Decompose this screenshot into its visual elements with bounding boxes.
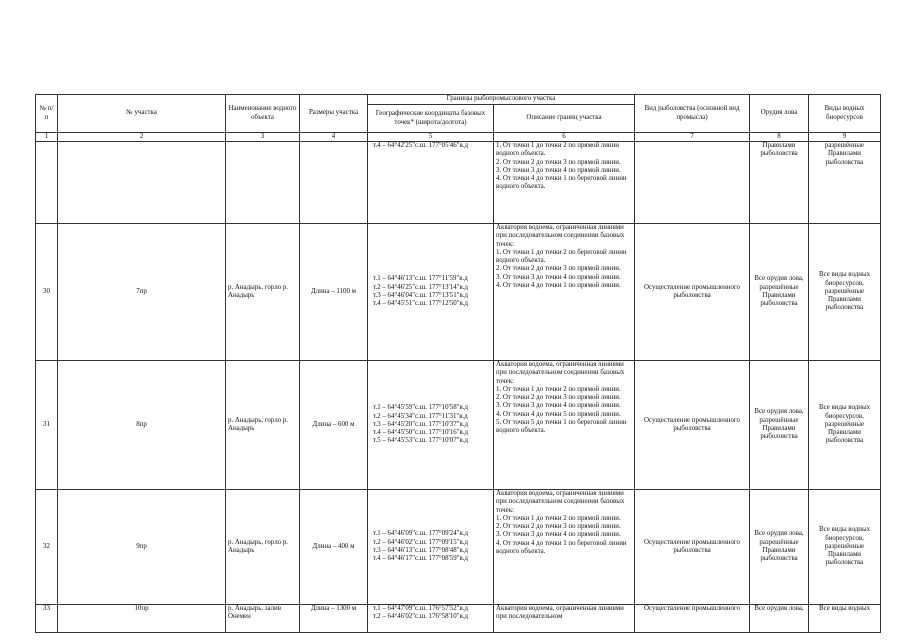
species: разрешённые Правилами рыболовства (809, 142, 881, 224)
fishing-kind: Осуществление промышленного рыболовства (635, 490, 750, 605)
border-description (494, 142, 635, 224)
coordinates-line: т.4 – 64°46'17"с.ш. 177°08'59"в.д (373, 555, 468, 563)
fishing-gear: Все орудия лова, разрешённые Правилами рыболовства (750, 361, 809, 490)
border-description-line: 2. От точки 2 до точки 3 по прямой линии. (496, 394, 621, 402)
header-boundaries: Границы рыбопромыслового участка (368, 95, 635, 105)
column-number: 6 (494, 133, 635, 142)
header-water-object: Наименование водного объекта (226, 95, 300, 133)
coordinates-line: т.4 – 64°45'50"с.ш. 177°10'16"в.д (373, 429, 468, 437)
border-description-line: 1. От точки 1 до точки 2 по прямой линии водного объекта. (496, 142, 619, 158)
species: Все виды водных (809, 605, 881, 633)
header-fishing-kind: Вид рыболовства (основной вид промысла) (635, 95, 750, 133)
border-description (494, 224, 635, 361)
plot-number: 10пр (58, 605, 226, 633)
header-plot-size: Размеры участка (300, 95, 368, 133)
coordinates-line: т.2 – 64°46'02"с.ш. 176°58'10"в.д (373, 613, 468, 621)
border-description-line: 4. От точки 4 до точки 1 по береговой линии водного объекта. (496, 175, 627, 191)
plot-number: 9пр (58, 490, 226, 605)
coordinates (368, 361, 494, 490)
plot-size (300, 142, 368, 224)
border-description-line: 1. От точки 1 до точки 2 по береговой линии водного объекта. (496, 248, 627, 265)
plot-size: Длина – 400 м (300, 490, 368, 605)
fishing-kind (635, 142, 750, 224)
header-coordinates: Географические координаты базовых точек* (широта/долгота) (368, 105, 494, 133)
border-description-line: 1. От точки 1 до точки 2 по прямой линии. (496, 514, 621, 522)
header-num: № п/п (36, 95, 58, 133)
border-description-line: 5. От точки 5 до точки 1 по береговой линии водного объекта. (496, 419, 627, 435)
coordinates (368, 605, 494, 633)
header-border-description: Описание границ участка (494, 105, 635, 133)
coordinates-line: т.2 – 64°46'02"с.ш. 177°09'15"в.д (373, 538, 468, 546)
table-row (36, 361, 881, 490)
table-row (36, 224, 881, 361)
row-number: 30 (36, 224, 58, 361)
table-row (36, 605, 881, 633)
fishing-kind: Осуществление промышленного (635, 605, 750, 633)
column-number: 9 (809, 133, 881, 142)
coordinates (368, 142, 494, 224)
water-object: р. Анадырь, горло р. Анадырь (226, 224, 300, 361)
fishing-kind: Осуществление промышленного рыболовства (635, 224, 750, 361)
column-number: 1 (36, 133, 58, 142)
fishing-plots-table (35, 94, 881, 633)
water-object: р. Анадырь, залив Онемен (226, 605, 300, 633)
row-number: 31 (36, 361, 58, 490)
coordinates-line: т.2 – 64°45'34"с.ш. 177°11'31"в.д (373, 412, 468, 420)
border-description-line: 2. От точки 2 до точки 3 по прямой линии. (496, 265, 621, 273)
border-description-line: 3. От точки 3 до точки 4 по прямой линии. (496, 166, 621, 174)
border-description (494, 605, 635, 633)
species: Все виды водных биоресурсов, разрешённые Правилами рыболовства (809, 224, 881, 361)
coordinates-line: т.5 – 64°45'53"с.ш. 177°10'07"в.д (373, 437, 468, 445)
coordinates-line: т.1 – 64°45'59"с.ш. 177°10'58"в.д (373, 404, 468, 412)
coordinates-line: т.2 – 64°46'25"с.ш. 177°13'14"в.д (373, 283, 468, 291)
coordinates-line: т.3 – 64°46'13"с.ш. 177°08'48"в.д (373, 547, 468, 554)
coordinates-line: т.3 – 64°45'20"с.ш. 177°10'37"в.д (373, 420, 468, 428)
coordinates-line: т.1 – 64°47'09"с.ш. 176°57'52"в.д (373, 605, 468, 612)
coordinates-line: т.4 – 64°42'25"с.ш. 177°05'46"в.д (373, 142, 468, 149)
coordinates-line: т.4 – 64°45'51"с.ш. 177°12'50"в.д (373, 300, 468, 308)
table-row (36, 142, 881, 224)
border-description-line: 3. От точки 3 до точки 4 по прямой линии. (496, 402, 621, 410)
border-description (494, 490, 635, 605)
border-description-line: 2. От точки 2 до точки 3 по прямой линии. (496, 523, 621, 531)
fishing-gear: Правилами рыболовства (750, 142, 809, 224)
plot-number (58, 142, 226, 224)
fishing-gear: Все орудия лова, разрешённые Правилами рыболовства (750, 490, 809, 605)
border-description (494, 361, 635, 490)
border-description-line: 3. От точки 3 до точки 4 по прямой линии. (496, 273, 621, 281)
border-description-line: Акватория водоема, ограниченная линиями при последовательном соединении базовых точек: (496, 361, 625, 385)
border-description-line: Акватория водоема, ограниченная линиями при последовательном (496, 605, 624, 621)
species: Все виды водных биоресурсов, разрешённые Правилами рыболовства (809, 361, 881, 490)
coordinates-line: т.3 – 64°46'04"с.ш. 177°13'51"в.д (373, 292, 468, 299)
column-number: 8 (750, 133, 809, 142)
header-plot: № участка (58, 95, 226, 133)
species: Все виды водных биоресурсов, разрешённые Правилами рыболовства (809, 490, 881, 605)
border-description-line: Акватория водоема, ограниченная линиями при последовательном соединении базовых точек: (496, 490, 625, 514)
border-description-line: 4. От точки 4 до точки 1 по береговой линии водного объекта. (496, 539, 627, 556)
plot-size: Длина – 1300 м (300, 605, 368, 633)
column-number: 2 (58, 133, 226, 142)
coordinates-line: т.1 – 64°46'09"с.ш. 177°09'24"в.д (373, 530, 468, 538)
border-description-line: 1. От точки 1 до точки 2 по прямой линии. (496, 385, 621, 393)
water-object: р. Анадырь, горло р. Анадырь (226, 361, 300, 490)
border-description-line: 4. От точки 4 до точки 5 по прямой линии. (496, 410, 621, 418)
plot-number: 8пр (58, 361, 226, 490)
border-description-line: 2. От точки 2 до точки 3 по прямой линии. (496, 158, 621, 166)
coordinates (368, 490, 494, 605)
coordinates (368, 224, 494, 361)
column-number-row (36, 133, 881, 142)
fishing-gear: Все орудия лова, (750, 605, 809, 633)
fishing-gear: Все орудия лова, разрешённые Правилами рыболовства (750, 224, 809, 361)
column-number: 4 (300, 133, 368, 142)
border-description-line: 3. От точки 3 до точки 4 по прямой линии. (496, 531, 621, 539)
fishing-kind: Осуществление промышленного рыболовства (635, 361, 750, 490)
water-object: р. Анадырь, горло р. Анадырь (226, 490, 300, 605)
coordinates-line: т.1 – 64°46'13"с.ш. 177°11'59"в.д (373, 275, 468, 283)
border-description-line: 4. От точки 4 до точки 1 по прямой линии. (496, 282, 621, 290)
plot-size: Длина – 1100 м (300, 224, 368, 361)
plot-size: Длина – 600 м (300, 361, 368, 490)
water-object (226, 142, 300, 224)
column-number: 3 (226, 133, 300, 142)
row-number: 32 (36, 490, 58, 605)
row-number: 33 (36, 605, 58, 633)
header-fishing-gear: Орудия лова (750, 95, 809, 133)
column-number: 5 (368, 133, 494, 142)
row-number (36, 142, 58, 224)
header-species: Виды водных биоресурсов (809, 95, 881, 133)
table-row (36, 490, 881, 605)
column-number: 7 (635, 133, 750, 142)
border-description-line: Акватория водоема, ограниченная линиями при последовательном соединении базовых точек: (496, 224, 625, 248)
plot-number: 7пр (58, 224, 226, 361)
